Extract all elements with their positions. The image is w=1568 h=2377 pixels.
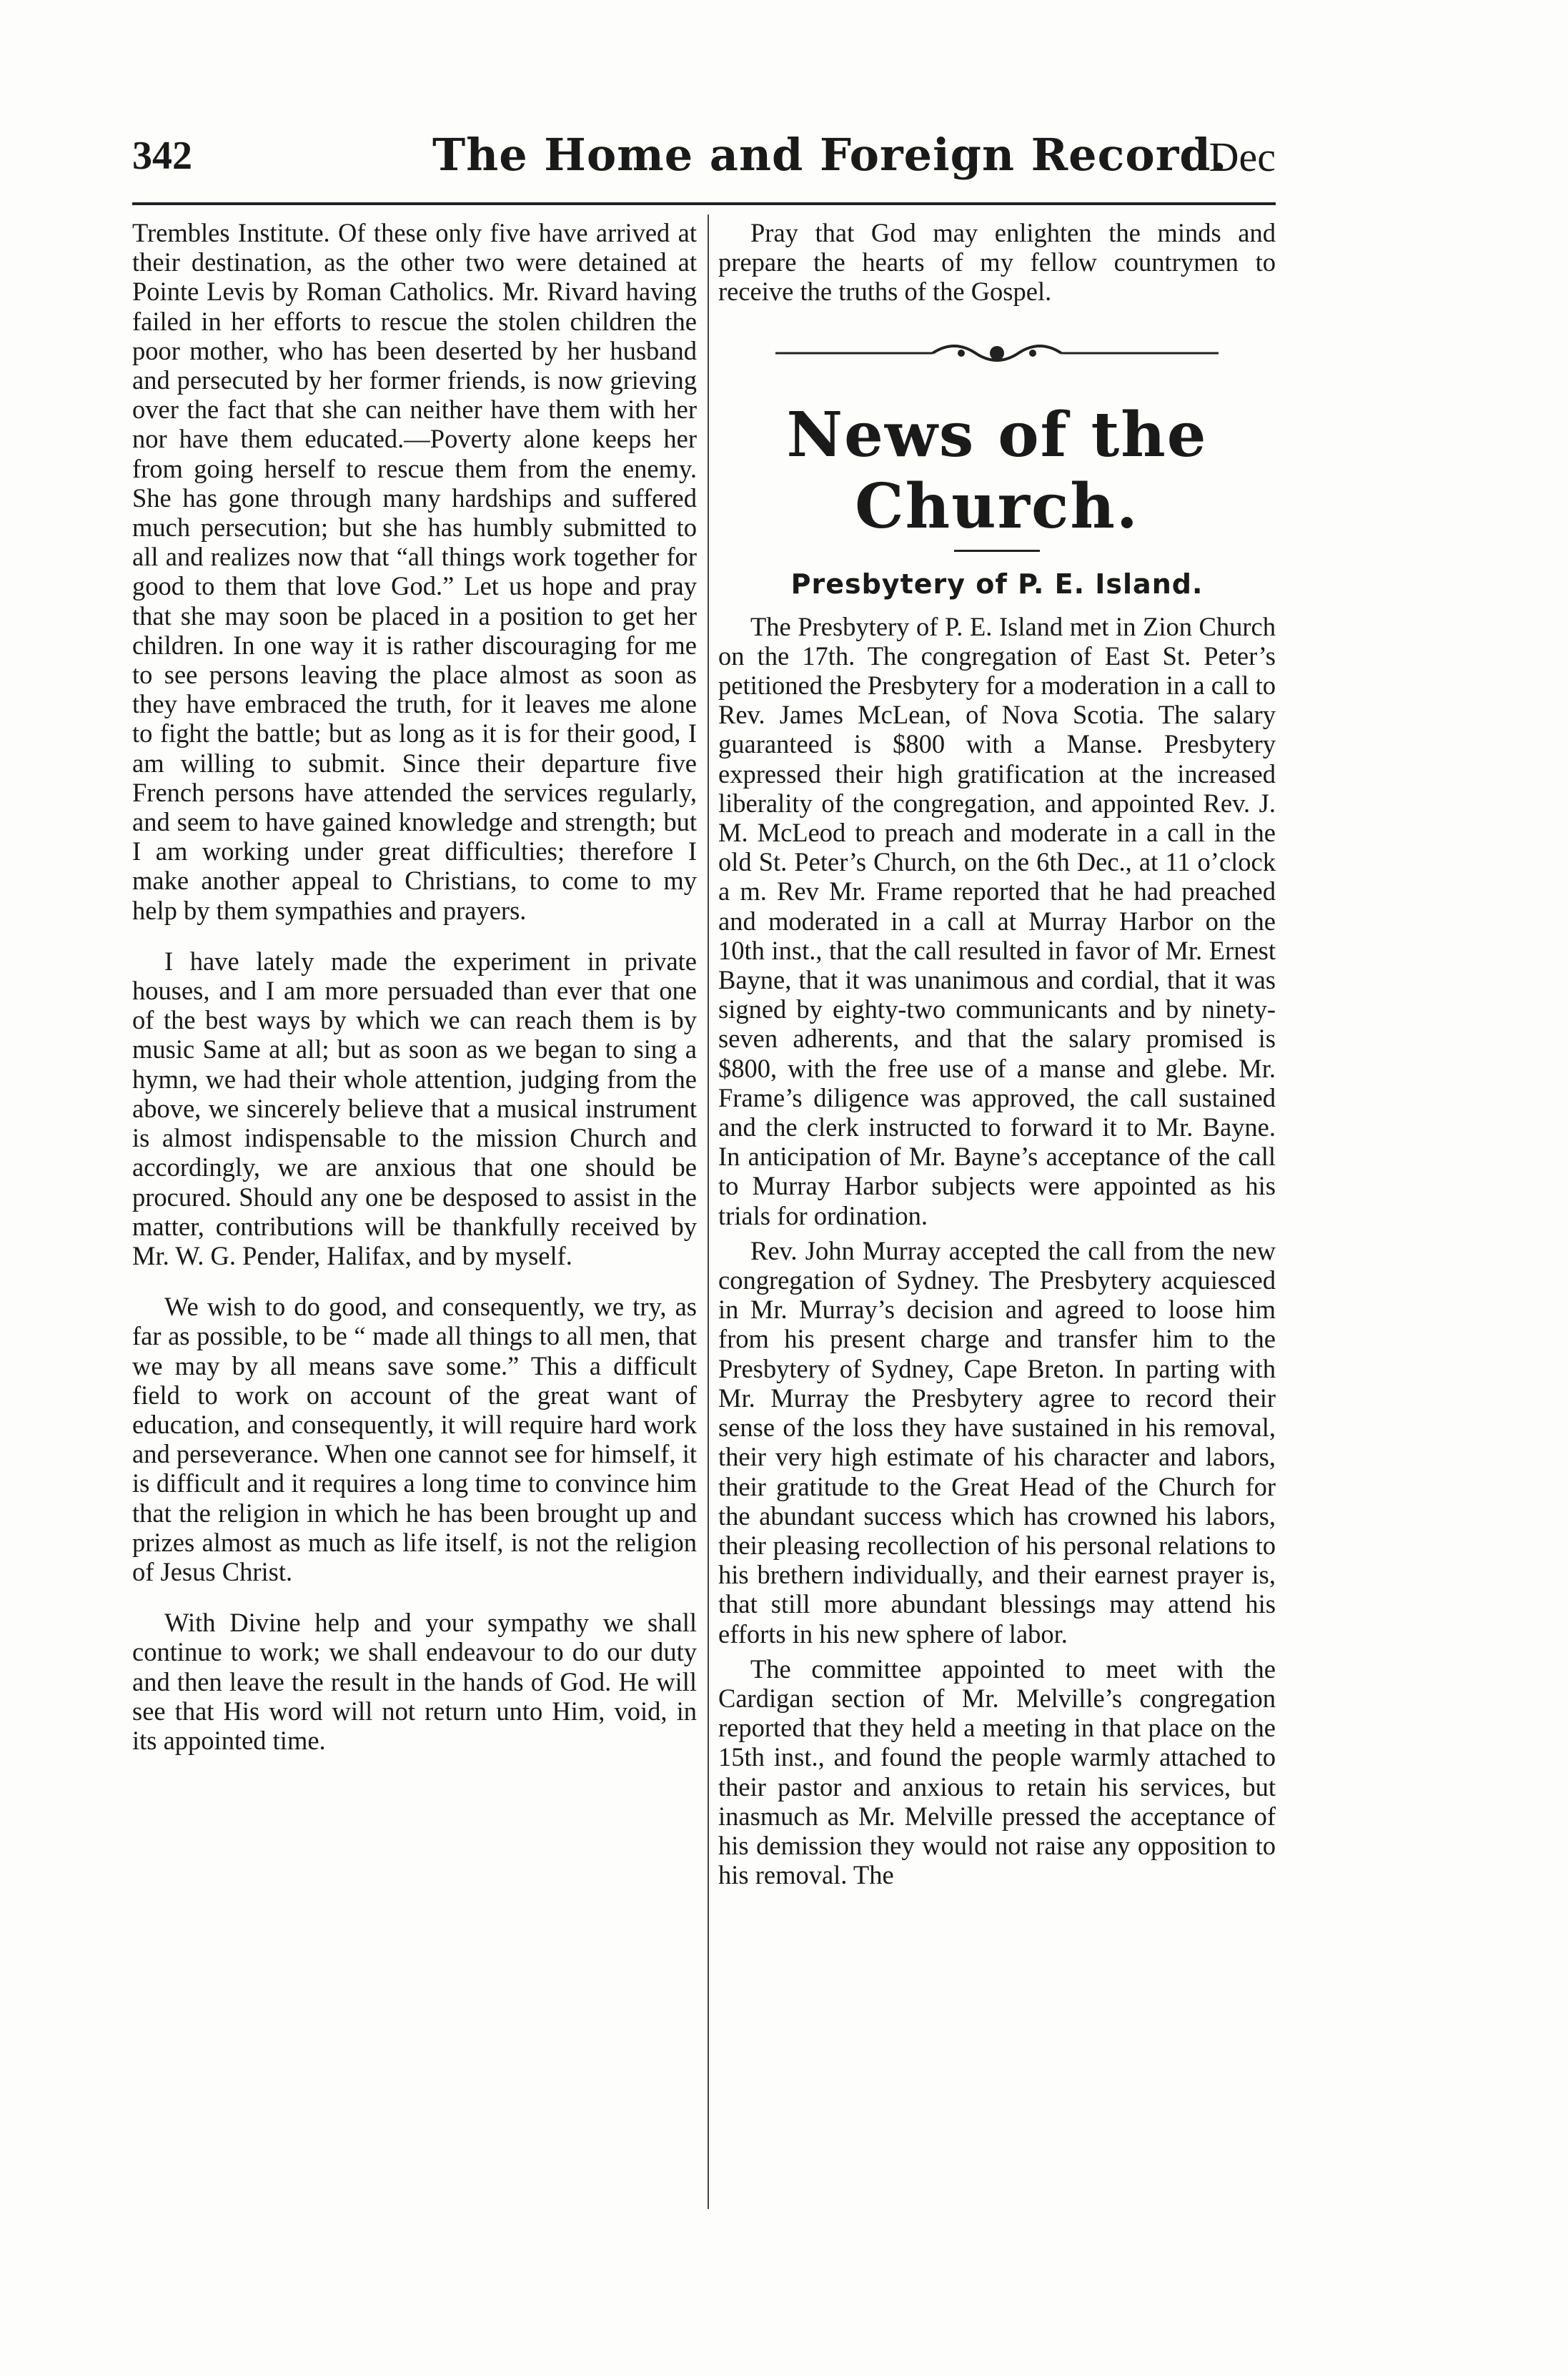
running-month: Dec (1209, 134, 1276, 180)
running-head (132, 129, 1276, 193)
left-paragraph-4: With Divine help and your sympathy we shall continue to work; we shall endeavour to do our duty and then leave the result in the hands of God. He will see that His word will not return unto Him, void, in its appointed time. (132, 1608, 697, 1755)
right-paragraph-1: The Presbytery of P. E. Island met in Zion Church on the 17th. The congregation of East St. Peter’s petitioned the Presbytery for a moderation in a call to Rev. James McLean, of Nova Scotia. The salary guaranteed is $800 with a Manse. Presbytery expressed their high gratification at the increased liberality of the congregation, and appointed Rev. J. M. McLeod to preach and moderate in a call in the old St. Peter’s Church, on the 6th Dec., at 11 o’clock a m. Rev Mr. Frame reported that he had preached and moderated in a call at Murray Harbor on the 10th inst., that the call resulted in favor of Mr. Ernest Bayne, that it was unanimous and cordial, that it was signed by eighty-two communicants and by ninety-seven adherents, and that the salary promised is $800, with the free use of a manse and glebe. Mr. Frame’s diligence was approved, the call sustained and the clerk instructed to forward it to Mr. Bayne. In anticipation of Mr. Bayne’s acceptance of the call to Murray Harbor subjects were appointed as his trials for ordination. (718, 611, 1276, 1230)
right-paragraph-3: The committee appointed to meet with the Cardigan section of Mr. Melville’s congregation reported that they held a meeting in that place on the 15th inst., and found the people warmly attached to their pastor and anxious to retain his services, but inasmuch as Mr. Melville pressed the acceptance of his demission they would not raise any opposition to his removal. The (718, 1654, 1276, 1890)
left-column (132, 218, 697, 1776)
left-paragraph-3: We wish to do good, and consequently, we try, as far as possible, to be “ made all things to all men, that we may by all means save some.” This a difficult field to work on account of the great want of education, and consequently, it will require hard work and perseverance. When one cannot see for himself, it is difficult and it requires a long time to convince him that the religion in which he has been brought up and prizes almost as much as life itself, is not the religion of Jesus Christ. (132, 1292, 697, 1586)
subhead: Presbytery of P. E. Island. (790, 568, 1204, 600)
section-title: News of the Church. (786, 398, 1208, 543)
column-divider (708, 214, 709, 2209)
ornament-divider (718, 328, 1276, 378)
ornament-flourish-icon (775, 335, 1219, 371)
left-paragraph-1: Trembles Institute. Of these only five have arrived at their destination, as the other two were detained at Pointe Levis by Roman Catholics. Mr. Rivard having failed in her efforts to rescue the stolen children the poor mother, who has been deserted by her husband and persecuted by her former friends, is now grieving over the fact that she can neither have them with her nor have them educated.—Poverty alone keeps her from going herself to rescue them from the enemy. She has gone through many hardships and suffered much persecution; but she has humbly submitted to all and realizes now that “all things work together for good to them that love God.” Let us hope and pray that she may soon be placed in a position to get her children. In one way it is rather discouraging for me to see persons leaving the place almost as soon as they have embraced the truth, for it leaves me alone to fight the battle; but as long as it is for their good, I am willing to submit. Since their departure five French persons have attended the services regularly, and seem to have gained knowledge and strength; but I am working under great difficulties; therefore I make another appeal to Christians, to come to my help by them sympathies and prayers. (132, 218, 697, 925)
section-title-rule (954, 550, 1040, 552)
right-paragraph-2: Rev. John Murray accepted the call from the new congregation of Sydney. The Presbytery acquiesced in Mr. Murray’s decision and agreed to loose him from his present charge and transfer him to the Presbytery of Sydney, Cape Breton. In parting with Mr. Murray the Presbytery agree to record their sense of the loss they have sustained in his removal, their very high estimate of his character and labors, their gratitude to the Great Head of the Church for the abundant success which has crowned his labors, their pleasing recollection of his personal relations to his brethern individually, and their earnest prayer is, that still more abundant blessings may attend his efforts in his new sphere of labor. (718, 1235, 1276, 1649)
page-number: 342 (132, 134, 192, 178)
journal-title: The Home and Foreign Record. (432, 129, 1228, 181)
right-intro-paragraph: Pray that God may enlighten the minds and prepare the hearts of my fellow countrymen to receive the truths of the Gospel. (718, 218, 1276, 307)
header-rule (132, 202, 1276, 205)
left-paragraph-2: I have lately made the experiment in private houses, and I am more persuaded than ever that one of the best ways by which we can reach them is by music Same at all; but as soon as we began to sing a hymn, we had their whole attention, judging from the above, we sincerely believe that a musical instrument is almost indispensable to the mission Church and accordingly, we are anxious that one should be procured. Should any one be desposed to assist in the matter, contributions will be thankfully received by Mr. W. G. Pender, Halifax, and by myself. (132, 946, 697, 1270)
right-column (718, 218, 1276, 1895)
